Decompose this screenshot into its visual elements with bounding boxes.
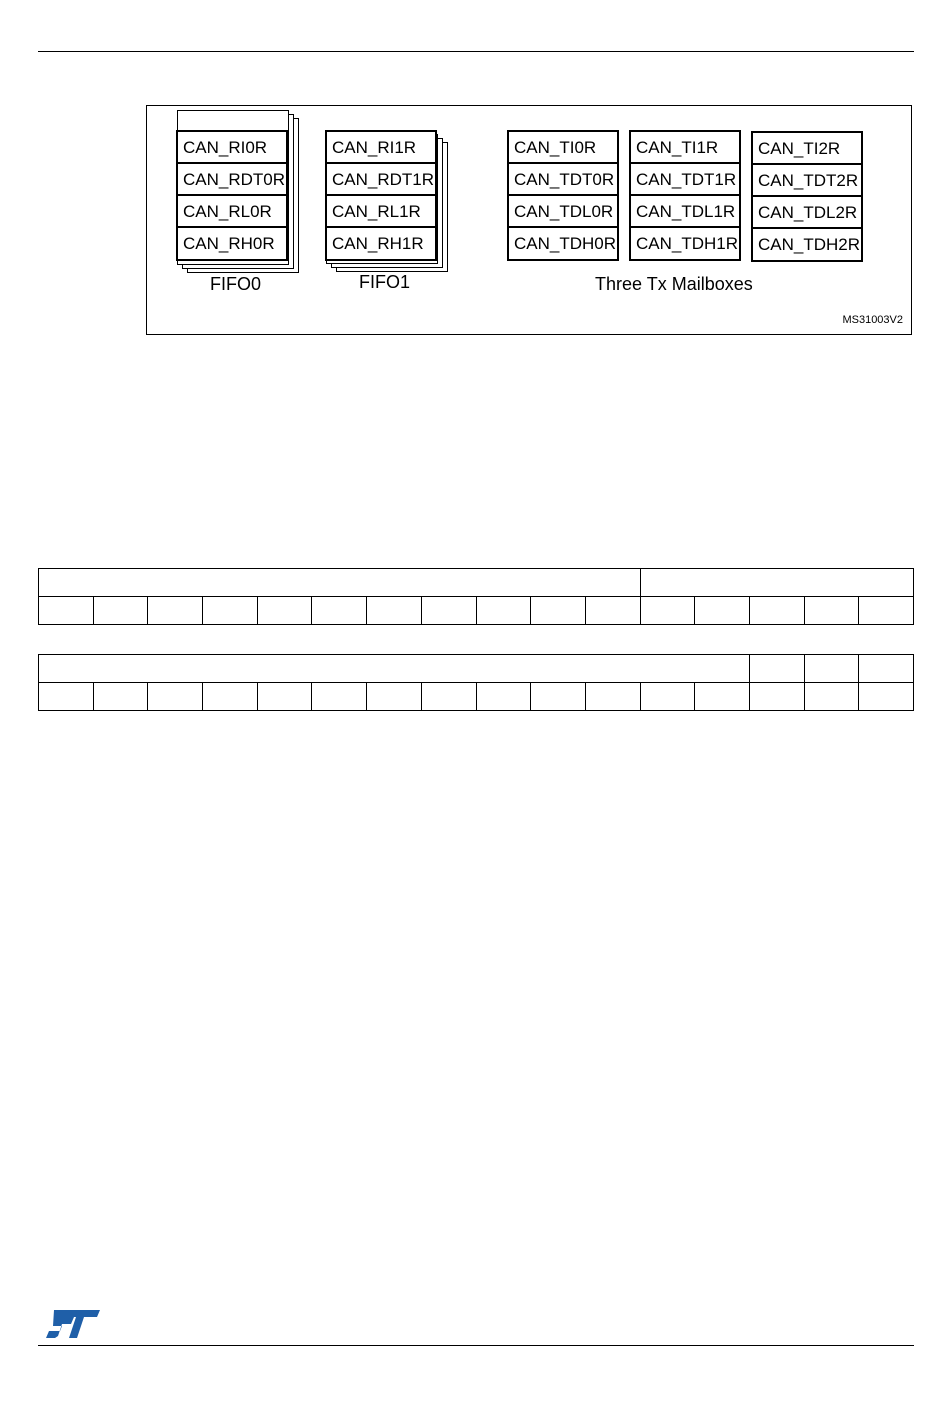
field-row bbox=[39, 569, 914, 597]
tx-mailbox-register: CAN_TI2R bbox=[753, 133, 861, 165]
footer-rule bbox=[38, 1345, 914, 1346]
tx-mailbox-register: CAN_TDT1R bbox=[631, 164, 739, 196]
fifo1-caption: FIFO1 bbox=[359, 272, 411, 292]
tx-mailbox-register: CAN_TDH2R bbox=[758, 235, 861, 254]
st-logo-icon bbox=[44, 1308, 102, 1340]
bit-cell bbox=[585, 683, 640, 711]
tx-mailbox-register: CAN_TDH0R bbox=[514, 234, 617, 253]
bit-cell bbox=[476, 597, 531, 625]
bit-cell bbox=[93, 683, 148, 711]
field-cell bbox=[859, 655, 914, 683]
tx-mailbox-0 bbox=[507, 130, 619, 261]
bit-cell bbox=[257, 683, 312, 711]
fifo1-register: CAN_RL1R bbox=[327, 196, 435, 228]
fifo1-register: CAN_RDT1R bbox=[327, 164, 435, 196]
access-row bbox=[39, 597, 914, 625]
tx-mailbox-register: CAN_TDL0R bbox=[509, 196, 617, 228]
fifo1-register: CAN_RH1R bbox=[332, 234, 424, 253]
register-grid-low bbox=[38, 654, 914, 711]
bit-cell bbox=[859, 597, 914, 625]
fifo0-register: CAN_RH0R bbox=[183, 234, 275, 253]
bit-cell bbox=[585, 597, 640, 625]
field-row bbox=[39, 655, 914, 683]
bit-cell bbox=[804, 683, 859, 711]
field-cell bbox=[39, 655, 750, 683]
tx-mailbox-1 bbox=[629, 130, 741, 261]
bit-cell bbox=[312, 683, 367, 711]
fifo0-register: CAN_RL0R bbox=[178, 196, 286, 228]
bit-cell bbox=[39, 597, 94, 625]
figure-id: MS31003V2 bbox=[842, 314, 903, 326]
bit-cell bbox=[695, 683, 750, 711]
field-cell bbox=[39, 569, 641, 597]
field-cell bbox=[640, 569, 913, 597]
bit-cell bbox=[148, 683, 203, 711]
tx-mailbox-register: CAN_TI1R bbox=[631, 132, 739, 164]
bit-cell bbox=[367, 597, 422, 625]
tx-mailbox-2 bbox=[751, 131, 863, 262]
tx-mailbox-register: CAN_TDL1R bbox=[631, 196, 739, 228]
bit-cell bbox=[203, 597, 258, 625]
bit-cell bbox=[421, 683, 476, 711]
tx-mailbox-register: CAN_TDH1R bbox=[636, 234, 739, 253]
bit-cell bbox=[859, 683, 914, 711]
tx-mailbox-register: CAN_TI0R bbox=[509, 132, 617, 164]
fifo1-register: CAN_RI1R bbox=[327, 132, 435, 164]
bit-cell bbox=[93, 597, 148, 625]
tx-mailboxes-caption: Three Tx Mailboxes bbox=[595, 274, 753, 294]
bit-cell bbox=[257, 597, 312, 625]
fifo0-register: CAN_RI0R bbox=[178, 132, 286, 164]
can-mailbox-figure bbox=[146, 105, 912, 335]
field-cell bbox=[804, 655, 859, 683]
bit-cell bbox=[148, 597, 203, 625]
bit-cell bbox=[749, 597, 804, 625]
bit-cell bbox=[203, 683, 258, 711]
bit-cell bbox=[640, 597, 695, 625]
fifo0-register: CAN_RDT0R bbox=[178, 164, 286, 196]
tx-mailbox-register: CAN_TDL2R bbox=[753, 197, 861, 229]
tx-mailbox-register: CAN_TDT2R bbox=[753, 165, 861, 197]
bit-cell bbox=[804, 597, 859, 625]
fifo1-registers bbox=[325, 130, 437, 261]
bit-cell bbox=[367, 683, 422, 711]
bit-cell bbox=[531, 597, 586, 625]
bit-cell bbox=[476, 683, 531, 711]
bit-cell bbox=[749, 683, 804, 711]
access-row bbox=[39, 683, 914, 711]
bit-cell bbox=[312, 597, 367, 625]
bit-cell bbox=[640, 683, 695, 711]
fifo0-caption: FIFO0 bbox=[210, 274, 262, 294]
fifo0-registers bbox=[176, 130, 288, 261]
field-cell bbox=[749, 655, 804, 683]
tx-mailbox-register: CAN_TDT0R bbox=[509, 164, 617, 196]
register-grid-high bbox=[38, 568, 914, 625]
bit-cell bbox=[531, 683, 586, 711]
bit-cell bbox=[39, 683, 94, 711]
bit-cell bbox=[695, 597, 750, 625]
bit-cell bbox=[421, 597, 476, 625]
header-rule bbox=[38, 51, 914, 52]
